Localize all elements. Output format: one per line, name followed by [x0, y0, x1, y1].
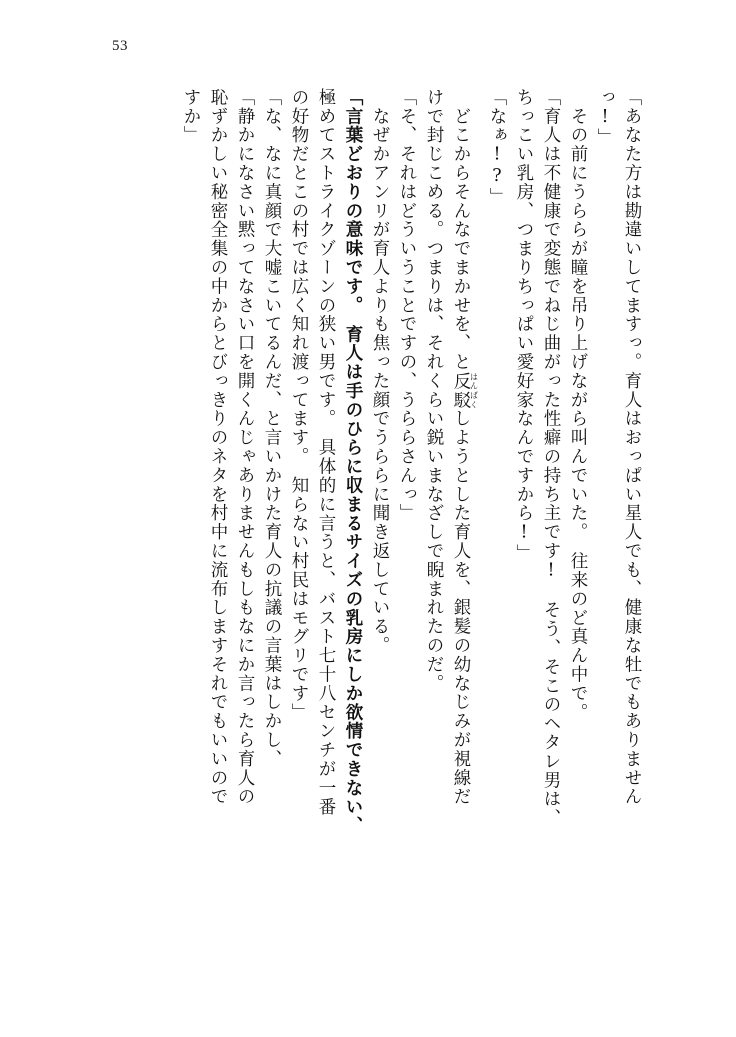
text-column: 「静かになさい黙ってなさい口を開くんじゃありませんもしもなにか言ったら育人の: [235, 88, 255, 807]
text-column: 恥ずかしい秘密全集の中からとびっきりのネタを村中に流布しますそれでもいいので: [208, 88, 228, 807]
text-column: 「な、なに真顔で大嘘こいてるんだ、と言いかけた育人の抗議の言葉はしかし、: [262, 88, 282, 769]
text-column: 「育人は不健康で変態でねじ曲がった性癖の持ち主です! そう、そこのヘタレ男は、: [541, 88, 561, 828]
text-column: 「なぁ!?」: [487, 88, 507, 207]
text-column: 「あなた方は勘違いしてますっ。育人はおっぱい星人でも、健康な牡でもありません: [622, 88, 642, 807]
text-column: なぜかアンリが育人よりも焦った顔でうららに聞き返している。: [370, 88, 390, 655]
page-number: 53: [112, 38, 128, 54]
text-column: っ!」: [595, 88, 615, 148]
text-column: その前にうららが瞳を吊り上げながら叫んでいた。 往来のど真ん中で。: [568, 88, 588, 722]
text-column: すか」: [181, 88, 201, 145]
text-column: 「そ、それはどういうことですの、うららさんっ」: [397, 88, 417, 523]
text-column: どこからそんなでまかせを、と反駁はんばくしようとした育人を、銀髪の幼なじみが視線だ: [451, 88, 479, 807]
text-column: 「言葉どおりの意味です。 育人は手のひらに収まるサイズの乳房にしか欲情できない、: [343, 88, 363, 836]
text-column: けで封じこめる。つまりは、それくらい鋭いまなざしで睨まれたのだ。: [424, 88, 444, 693]
text-column: 極めてストライクゾーンの狭い男です。 具体的に言うと、バスト七十八センチが一番: [316, 88, 336, 817]
text-column: の好物だとこの村では広く知れ渡ってます。 知らない村民はモグリです」: [289, 88, 309, 722]
text-column: ちっこい乳房、つまりちっぱい愛好家なんですから!」: [514, 88, 534, 563]
vertical-text-block: [172, 88, 640, 948]
